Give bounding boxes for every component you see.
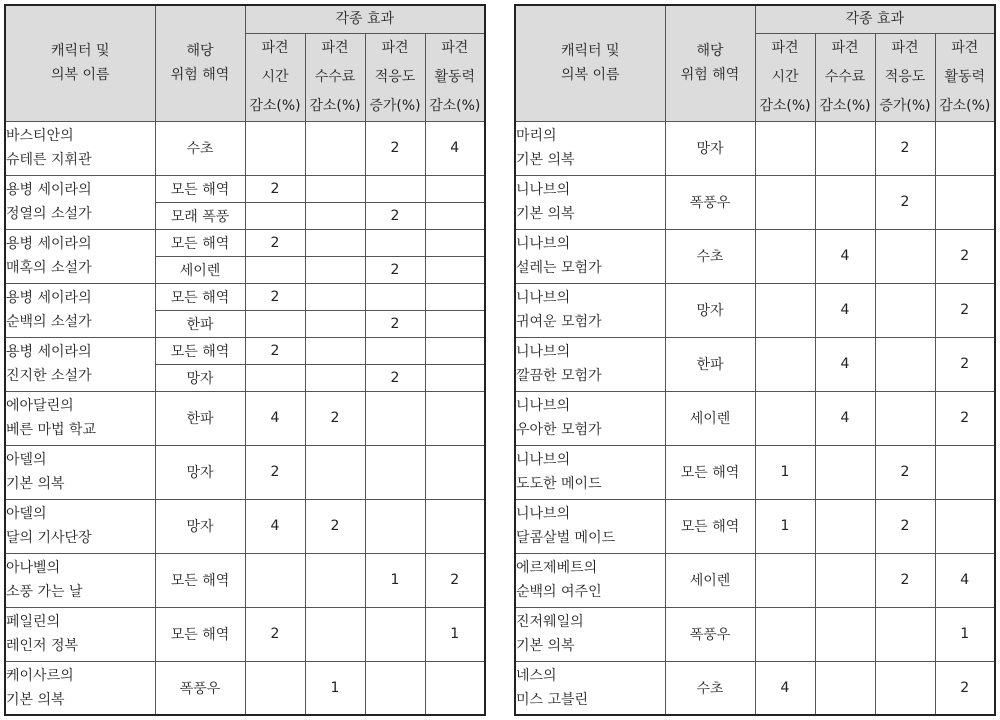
- costume-name: 우아한 모험가: [516, 422, 602, 438]
- table-row: [515, 337, 995, 391]
- fee-reduction-cell: [305, 553, 365, 607]
- adaptation-increase-cell: [365, 337, 425, 364]
- costume-name: 달콤살벌 메이드: [516, 530, 616, 546]
- header-col-fee-l1: 파견: [831, 39, 859, 56]
- header-name: [515, 5, 665, 121]
- adaptation-increase-cell: 2: [365, 256, 425, 283]
- zone-cell: 폭풍우: [665, 607, 755, 661]
- header-col-adapt-l1: 파견: [891, 39, 919, 56]
- character-name: 용병 세이라의: [6, 236, 92, 252]
- zone-cell: 한파: [155, 310, 245, 337]
- costume-name: 도도한 메이드: [516, 476, 602, 492]
- zone-cell: 한파: [665, 337, 755, 391]
- table-row: [5, 661, 485, 715]
- fee-reduction-cell: 2: [305, 499, 365, 553]
- costume-name-cell: [5, 337, 155, 391]
- costume-name-cell: [515, 661, 665, 715]
- costume-name-cell: [515, 337, 665, 391]
- table-row: [515, 607, 995, 661]
- fee-reduction-cell: [305, 364, 365, 391]
- stamina-reduction-cell: [425, 391, 485, 445]
- header-col-adapt-l1: 파견: [381, 39, 409, 56]
- character-name: 페일린의: [6, 614, 61, 630]
- adaptation-increase-cell: [875, 391, 935, 445]
- adaptation-increase-cell: [365, 445, 425, 499]
- character-name: 마리의: [516, 128, 557, 144]
- table-row: [515, 283, 995, 337]
- fee-reduction-cell: [815, 175, 875, 229]
- fee-reduction-cell: 1: [305, 661, 365, 715]
- fee-reduction-cell: [815, 445, 875, 499]
- costume-name: 기본 의복: [6, 476, 65, 492]
- header-col-time-l3: 감소(%): [249, 97, 301, 114]
- table-row: [515, 229, 995, 283]
- table-row: [5, 229, 485, 256]
- costume-name-cell: [515, 391, 665, 445]
- costume-name-cell: [5, 607, 155, 661]
- fee-reduction-cell: 4: [815, 229, 875, 283]
- table-row: [5, 121, 485, 175]
- time-reduction-cell: [245, 553, 305, 607]
- fee-reduction-cell: [305, 337, 365, 364]
- stamina-reduction-cell: [935, 445, 995, 499]
- adaptation-increase-cell: 2: [365, 310, 425, 337]
- table-row: [5, 553, 485, 607]
- character-name: 네스의: [516, 667, 557, 684]
- adaptation-increase-cell: 2: [875, 175, 935, 229]
- fee-reduction-cell: [305, 283, 365, 310]
- header-zone-line2: 위험 해역: [680, 67, 740, 84]
- zone-cell: 모든 해역: [665, 499, 755, 553]
- costume-name-cell: [515, 445, 665, 499]
- header-col-stamina-l3: 감소(%): [429, 97, 481, 114]
- adaptation-increase-cell: [365, 283, 425, 310]
- header-col-adapt: [875, 33, 935, 121]
- header-zone: [665, 5, 755, 121]
- time-reduction-cell: [755, 229, 815, 283]
- adaptation-increase-cell: [365, 391, 425, 445]
- header-col-time-l2: 시간: [261, 68, 289, 85]
- time-reduction-cell: [755, 391, 815, 445]
- time-reduction-cell: [755, 607, 815, 661]
- character-name: 니나브의: [516, 182, 571, 198]
- time-reduction-cell: 2: [245, 175, 305, 202]
- zone-cell: 세이렌: [155, 256, 245, 283]
- adaptation-increase-cell: 2: [365, 364, 425, 391]
- time-reduction-cell: 2: [245, 283, 305, 310]
- character-name: 케이사르의: [6, 667, 74, 684]
- costume-name-cell: [5, 229, 155, 283]
- fee-reduction-cell: 4: [815, 337, 875, 391]
- header-col-adapt-l3: 증가(%): [369, 97, 421, 114]
- fee-reduction-cell: [305, 175, 365, 202]
- adaptation-increase-cell: [875, 661, 935, 715]
- costume-name: 미스 고블린: [516, 691, 589, 708]
- left-table-body: [5, 121, 485, 715]
- zone-cell: 모든 해역: [155, 283, 245, 310]
- stamina-reduction-cell: 2: [935, 337, 995, 391]
- zone-cell: 모래 폭풍: [155, 202, 245, 229]
- header-effects: 각종 효과: [245, 5, 485, 33]
- costume-name-cell: [515, 553, 665, 607]
- table-row: [515, 553, 995, 607]
- table-row: [515, 175, 995, 229]
- character-name: 아델의: [6, 506, 47, 522]
- stamina-reduction-cell: 2: [935, 229, 995, 283]
- header-col-stamina: [425, 33, 485, 121]
- zone-cell: 망자: [155, 364, 245, 391]
- zone-cell: 모든 해역: [155, 337, 245, 364]
- adaptation-increase-cell: [365, 607, 425, 661]
- costume-name-cell: [5, 553, 155, 607]
- stamina-reduction-cell: [935, 499, 995, 553]
- table-row: [5, 283, 485, 310]
- fee-reduction-cell: 2: [305, 391, 365, 445]
- zone-cell: 모든 해역: [155, 553, 245, 607]
- time-reduction-cell: [245, 661, 305, 715]
- costume-name: 순백의 소설가: [6, 314, 92, 330]
- character-name: 에르제베트의: [516, 560, 598, 576]
- header-col-time-l1: 파견: [261, 39, 289, 56]
- stamina-reduction-cell: [425, 283, 485, 310]
- header-name-line1: 캐릭터 및: [50, 43, 110, 60]
- zone-cell: 수초: [665, 229, 755, 283]
- stamina-reduction-cell: 2: [935, 283, 995, 337]
- header-zone-line1: 해당: [186, 43, 214, 60]
- costume-name-cell: [515, 499, 665, 553]
- stamina-reduction-cell: 2: [935, 661, 995, 715]
- header-col-adapt-l2: 적응도: [374, 68, 416, 85]
- costume-name: 진지한 소설가: [6, 368, 92, 384]
- adaptation-increase-cell: [875, 337, 935, 391]
- header-col-stamina: [935, 33, 995, 121]
- stamina-reduction-cell: [425, 364, 485, 391]
- costume-name-cell: [5, 391, 155, 445]
- right-table-body: [515, 121, 995, 715]
- costume-name: 깔끔한 모험가: [516, 368, 602, 384]
- header-zone-line1: 해당: [696, 43, 724, 60]
- table-row: [5, 499, 485, 553]
- character-name: 진저웨일의: [516, 614, 584, 630]
- table-row: [515, 121, 995, 175]
- adaptation-increase-cell: 1: [365, 553, 425, 607]
- adaptation-increase-cell: 2: [875, 445, 935, 499]
- costume-name: 설레는 모험가: [516, 260, 602, 276]
- costume-name-cell: [515, 229, 665, 283]
- table-header: [515, 5, 995, 121]
- costume-name: 레인저 정복: [6, 638, 79, 654]
- table-row: [515, 445, 995, 499]
- fee-reduction-cell: [815, 661, 875, 715]
- stamina-reduction-cell: [935, 121, 995, 175]
- costume-name-cell: [5, 175, 155, 229]
- zone-cell: 망자: [665, 121, 755, 175]
- header-col-adapt: [365, 33, 425, 121]
- costume-name-cell: [5, 121, 155, 175]
- header-col-stamina-l1: 파견: [441, 39, 469, 56]
- header-col-fee: [305, 33, 365, 121]
- header-effects: 각종 효과: [755, 5, 995, 33]
- character-name: 용병 세이라의: [6, 290, 92, 306]
- costume-name-cell: [5, 445, 155, 499]
- time-reduction-cell: 2: [245, 337, 305, 364]
- adaptation-increase-cell: [875, 283, 935, 337]
- stamina-reduction-cell: 4: [425, 121, 485, 175]
- fee-reduction-cell: [305, 445, 365, 499]
- header-name-line2: 의복 이름: [560, 67, 620, 84]
- character-name: 아델의: [6, 452, 47, 468]
- stamina-reduction-cell: [425, 661, 485, 715]
- zone-cell: 폭풍우: [665, 175, 755, 229]
- fee-reduction-cell: [815, 499, 875, 553]
- stamina-reduction-cell: [425, 499, 485, 553]
- zone-cell: 수초: [665, 661, 755, 715]
- left-costume-table: [4, 4, 486, 716]
- zone-cell: 세이렌: [665, 391, 755, 445]
- zone-cell: 세이렌: [665, 553, 755, 607]
- adaptation-increase-cell: [875, 229, 935, 283]
- adaptation-increase-cell: [365, 661, 425, 715]
- time-reduction-cell: 1: [755, 445, 815, 499]
- fee-reduction-cell: [305, 121, 365, 175]
- character-name: 니나브의: [516, 452, 571, 468]
- stamina-reduction-cell: 2: [425, 553, 485, 607]
- stamina-reduction-cell: 1: [425, 607, 485, 661]
- time-reduction-cell: [755, 175, 815, 229]
- costume-name-cell: [5, 283, 155, 337]
- time-reduction-cell: 4: [245, 391, 305, 445]
- table-row: [5, 337, 485, 364]
- zone-cell: 모든 해역: [155, 175, 245, 202]
- stamina-reduction-cell: [425, 175, 485, 202]
- fee-reduction-cell: [815, 121, 875, 175]
- stamina-reduction-cell: [935, 175, 995, 229]
- costume-name: 정열의 소설가: [6, 206, 92, 222]
- header-zone: [155, 5, 245, 121]
- costume-name-cell: [515, 121, 665, 175]
- zone-cell: 망자: [155, 499, 245, 553]
- character-name: 니나브의: [516, 398, 571, 414]
- header-col-fee: [815, 33, 875, 121]
- adaptation-increase-cell: 2: [875, 121, 935, 175]
- costume-name-cell: [515, 607, 665, 661]
- character-name: 니나브의: [516, 290, 571, 306]
- table-row: [5, 391, 485, 445]
- header-col-time: [245, 33, 305, 121]
- costume-name: 기본 의복: [516, 638, 575, 654]
- costume-name: 귀여운 모험가: [516, 314, 602, 330]
- character-name: 니나브의: [516, 344, 571, 360]
- table-row: [5, 445, 485, 499]
- adaptation-increase-cell: 2: [365, 202, 425, 229]
- right-costume-table: [514, 4, 996, 716]
- header-col-adapt-l2: 적응도: [884, 68, 926, 85]
- table-header: [5, 5, 485, 121]
- header-name: [5, 5, 155, 121]
- header-col-time: [755, 33, 815, 121]
- character-name: 바스티안의: [6, 128, 74, 144]
- stamina-reduction-cell: [425, 337, 485, 364]
- time-reduction-cell: 2: [245, 445, 305, 499]
- fee-reduction-cell: 4: [815, 391, 875, 445]
- adaptation-increase-cell: 2: [875, 499, 935, 553]
- zone-cell: 수초: [155, 121, 245, 175]
- time-reduction-cell: [245, 310, 305, 337]
- fee-reduction-cell: [305, 310, 365, 337]
- zone-cell: 모든 해역: [665, 445, 755, 499]
- stamina-reduction-cell: 4: [935, 553, 995, 607]
- header-col-fee-l1: 파견: [321, 39, 349, 56]
- costume-name: 기본 의복: [516, 206, 575, 222]
- zone-cell: 한파: [155, 391, 245, 445]
- header-col-stamina-l2: 활동력: [434, 68, 476, 85]
- fee-reduction-cell: [815, 607, 875, 661]
- time-reduction-cell: [755, 121, 815, 175]
- fee-reduction-cell: [305, 256, 365, 283]
- time-reduction-cell: [245, 364, 305, 391]
- costume-name: 순백의 여주인: [516, 584, 602, 600]
- header-col-time-l3: 감소(%): [759, 97, 811, 114]
- header-col-adapt-l3: 증가(%): [879, 97, 931, 114]
- header-col-fee-l3: 감소(%): [309, 97, 361, 114]
- header-col-time-l1: 파견: [771, 39, 799, 56]
- adaptation-increase-cell: [365, 499, 425, 553]
- fee-reduction-cell: [815, 553, 875, 607]
- zone-cell: 망자: [665, 283, 755, 337]
- character-name: 니나브의: [516, 506, 571, 522]
- zone-cell: 망자: [155, 445, 245, 499]
- header-zone-line2: 위험 해역: [170, 67, 230, 84]
- time-reduction-cell: [755, 283, 815, 337]
- time-reduction-cell: 4: [755, 661, 815, 715]
- stamina-reduction-cell: [425, 445, 485, 499]
- costume-name: 기본 의복: [516, 152, 575, 168]
- costume-name: 슈테른 지휘관: [6, 152, 92, 168]
- costume-name-cell: [5, 499, 155, 553]
- zone-cell: 폭풍우: [155, 661, 245, 715]
- adaptation-increase-cell: [365, 175, 425, 202]
- character-name: 용병 세이라의: [6, 182, 92, 198]
- time-reduction-cell: [755, 553, 815, 607]
- costume-name-cell: [515, 175, 665, 229]
- fee-reduction-cell: [305, 607, 365, 661]
- table-row: [515, 661, 995, 715]
- character-name: 용병 세이라의: [6, 344, 92, 360]
- table-row: [515, 499, 995, 553]
- costume-name: 기본 의복: [6, 691, 65, 708]
- adaptation-increase-cell: [875, 607, 935, 661]
- stamina-reduction-cell: [425, 310, 485, 337]
- header-col-stamina-l3: 감소(%): [939, 97, 991, 114]
- stamina-reduction-cell: [425, 256, 485, 283]
- time-reduction-cell: [245, 121, 305, 175]
- character-name: 니나브의: [516, 236, 571, 252]
- header-col-fee-l2: 수수료: [314, 68, 356, 85]
- zone-cell: 모든 해역: [155, 607, 245, 661]
- fee-reduction-cell: [305, 229, 365, 256]
- header-name-line1: 캐릭터 및: [560, 43, 620, 60]
- time-reduction-cell: 2: [245, 229, 305, 256]
- header-name-line2: 의복 이름: [50, 67, 110, 84]
- fee-reduction-cell: 4: [815, 283, 875, 337]
- header-col-time-l2: 시간: [771, 68, 799, 85]
- costume-name-cell: [5, 661, 155, 715]
- header-col-stamina-l2: 활동력: [944, 68, 986, 85]
- stamina-reduction-cell: [425, 229, 485, 256]
- character-name: 에아달린의: [6, 398, 74, 414]
- costume-name: 매혹의 소설가: [6, 260, 92, 276]
- time-reduction-cell: 4: [245, 499, 305, 553]
- stamina-reduction-cell: [425, 202, 485, 229]
- adaptation-increase-cell: 2: [875, 553, 935, 607]
- table-row: [5, 607, 485, 661]
- time-reduction-cell: [755, 337, 815, 391]
- time-reduction-cell: [245, 256, 305, 283]
- stamina-reduction-cell: 2: [935, 391, 995, 445]
- zone-cell: 모든 해역: [155, 229, 245, 256]
- character-name: 아나벨의: [6, 560, 61, 576]
- header-col-fee-l2: 수수료: [824, 68, 866, 85]
- stamina-reduction-cell: 1: [935, 607, 995, 661]
- table-row: [515, 391, 995, 445]
- fee-reduction-cell: [305, 202, 365, 229]
- adaptation-increase-cell: [365, 229, 425, 256]
- costume-name: 소풍 가는 날: [6, 584, 83, 600]
- costume-name: 달의 기사단장: [6, 530, 92, 546]
- header-col-fee-l3: 감소(%): [819, 97, 871, 114]
- header-col-stamina-l1: 파견: [951, 39, 979, 56]
- time-reduction-cell: [245, 202, 305, 229]
- time-reduction-cell: 2: [245, 607, 305, 661]
- adaptation-increase-cell: 2: [365, 121, 425, 175]
- time-reduction-cell: 1: [755, 499, 815, 553]
- costume-name: 베른 마법 학교: [6, 422, 97, 438]
- costume-name-cell: [515, 283, 665, 337]
- table-row: [5, 175, 485, 202]
